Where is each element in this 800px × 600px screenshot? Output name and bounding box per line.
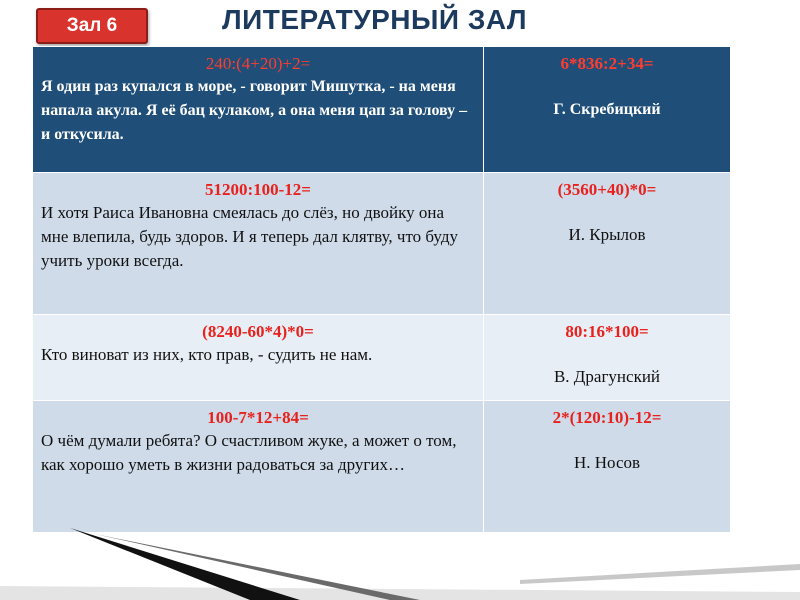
author-name: Н. Носов <box>573 453 641 472</box>
quote-cell <box>33 401 484 533</box>
author-cell <box>484 315 731 401</box>
stripe-thin <box>520 564 800 584</box>
quote-cell <box>33 47 484 173</box>
author-name: Г. Скребицкий <box>553 101 661 118</box>
table-row <box>33 315 731 401</box>
author-cell <box>484 401 731 533</box>
table-row <box>33 401 731 533</box>
math-expression: 80:16*100= <box>565 322 649 341</box>
math-expression: 100-7*12+84= <box>207 408 309 427</box>
literature-table <box>32 46 731 533</box>
math-expression: 51200:100-12= <box>204 180 311 199</box>
quote-cell <box>33 173 484 315</box>
author-cell <box>484 173 731 315</box>
author-name: В. Драгунский <box>553 367 661 386</box>
table-row <box>33 47 731 173</box>
quote-text: И хотя Раиса Ивановна смеялась до слёз, но двойку она мне влепила, будь здоров. И я теперь дал клятву, что буду учить уроки всегда. <box>41 203 458 270</box>
quote-text: Кто виноват из них, кто прав, - судить не нам. <box>41 345 373 364</box>
quote-text: О чём думали ребята? О счастливом жуке, а может о том, как хорошо уметь в жизни радоваться за других… <box>41 431 457 474</box>
page-title: ЛИТЕРАТУРНЫЙ ЗАЛ <box>222 4 528 35</box>
math-expression: (3560+40)*0= <box>557 180 657 199</box>
math-expression: 240:(4+20)+2= <box>205 54 311 73</box>
decorative-stripes <box>0 520 800 600</box>
math-expression: 2*(120:10)-12= <box>552 408 662 427</box>
table-row <box>33 173 731 315</box>
math-expression: 6*836:2+34= <box>560 54 654 73</box>
author-name: И. Крылов <box>568 225 646 244</box>
author-cell <box>484 47 731 173</box>
quote-cell <box>33 315 484 401</box>
hall-badge: Зал 6 <box>36 8 148 44</box>
math-expression: (8240-60*4)*0= <box>202 322 314 341</box>
quote-text: Я один раз купался в море, - говорит Мишутка, - на меня напала акула. Я её бац кулаком, а она меня цап за голову – и откусила. <box>41 78 468 143</box>
